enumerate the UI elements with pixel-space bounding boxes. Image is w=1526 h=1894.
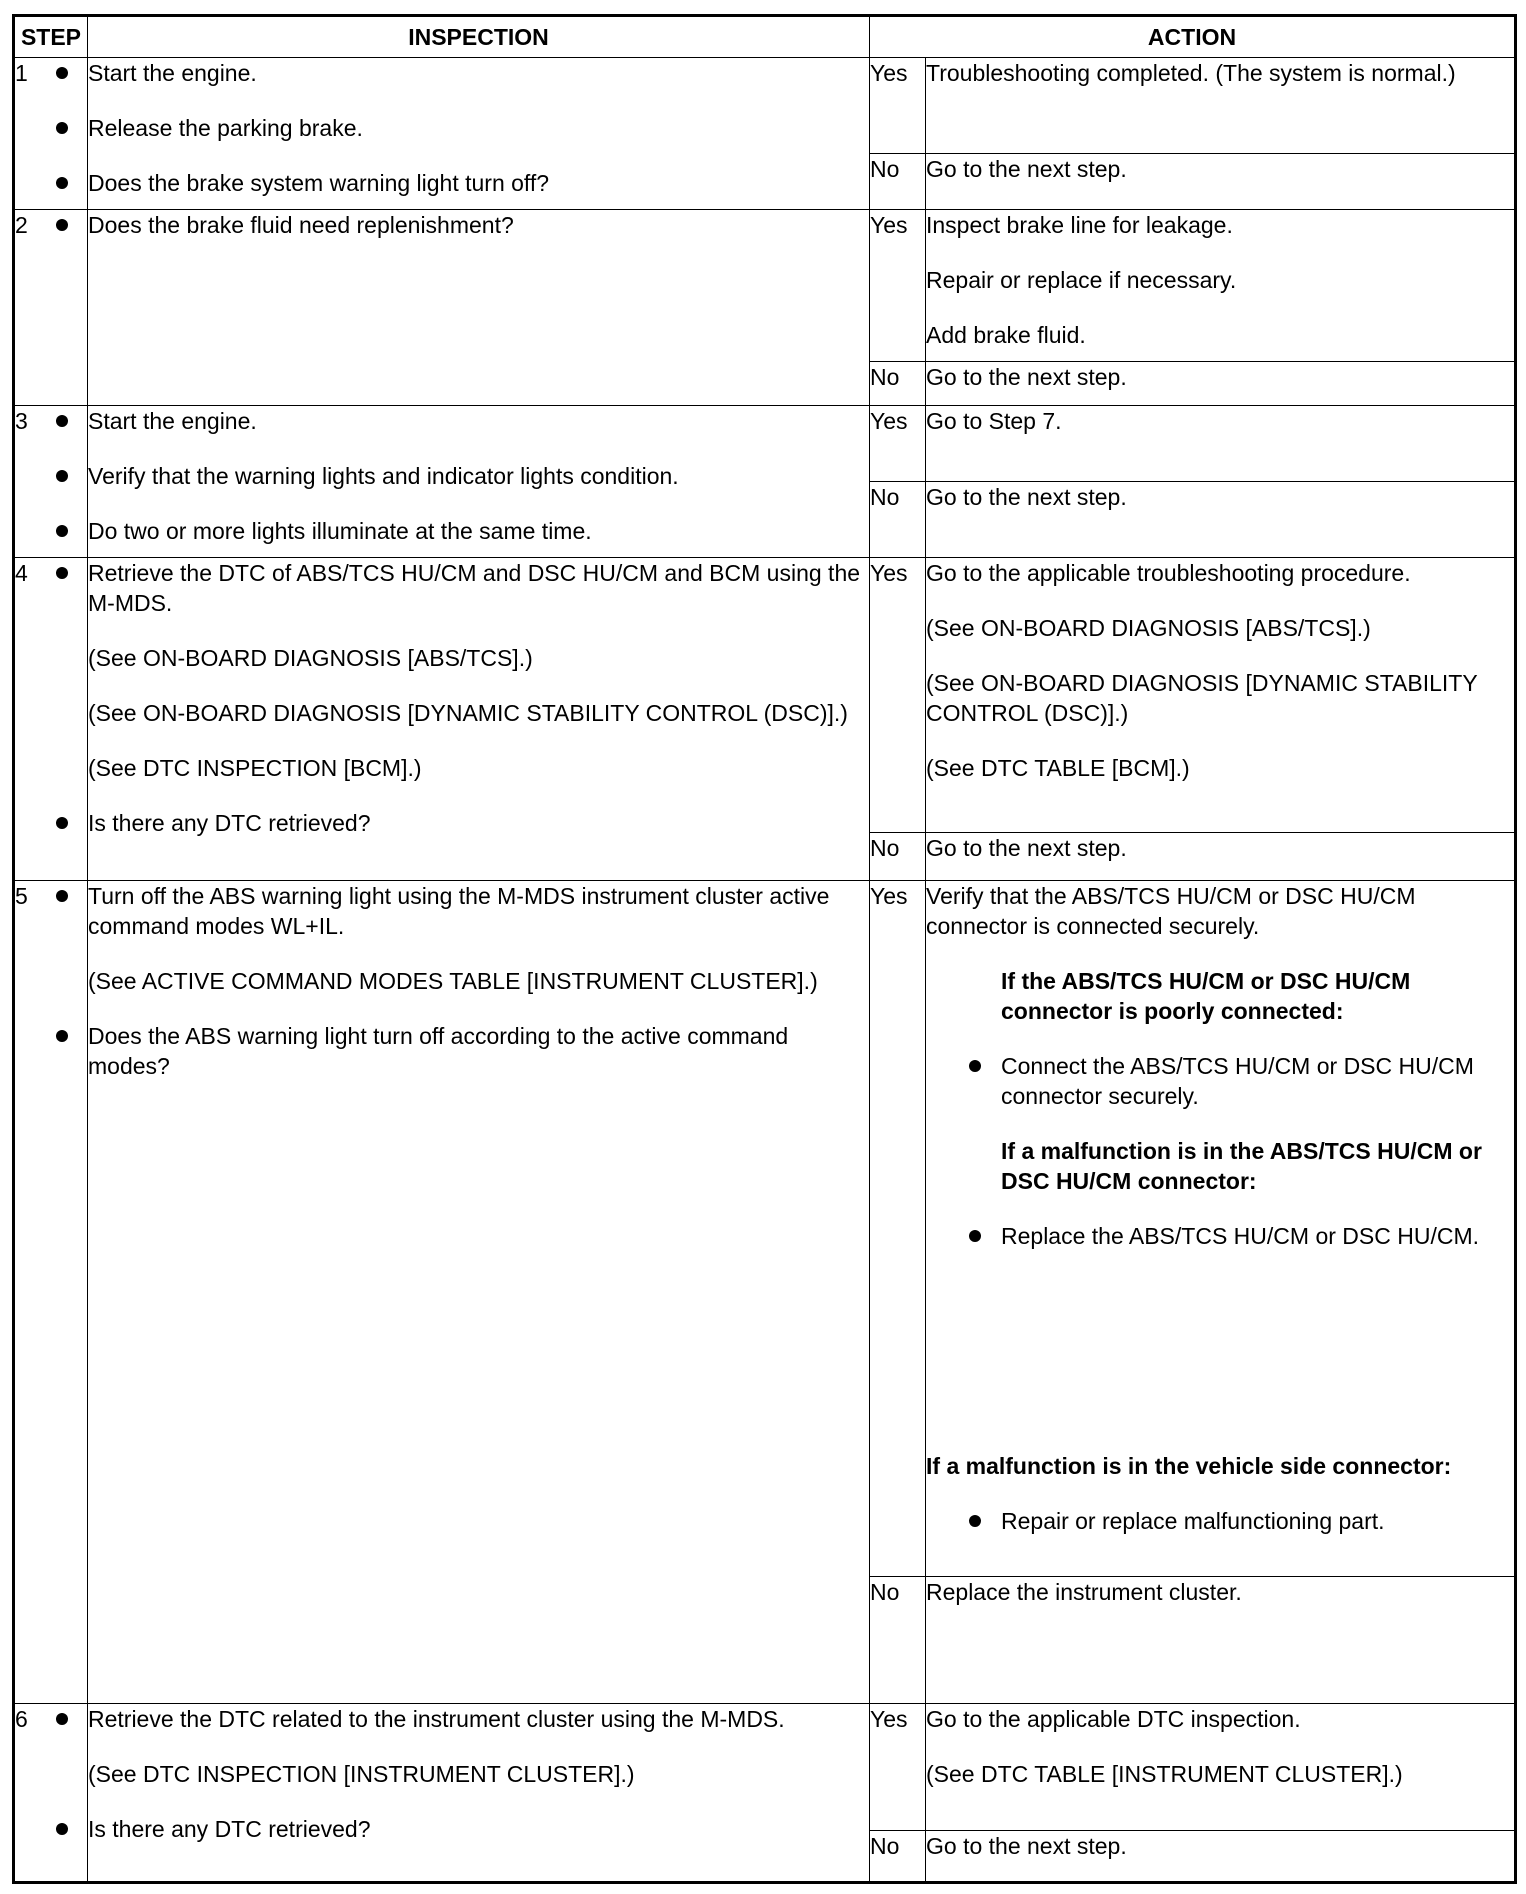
action-text: Go to the next step. (926, 1833, 1127, 1859)
inspection-item: Release the parking brake. (88, 113, 869, 143)
inspection-reference: (See DTC INSPECTION [BCM].) (88, 755, 422, 781)
no-label: No (870, 154, 926, 210)
condition-heading: If a malfunction is in the ABS/TCS HU/CM or DSC HU/CM connector: (1001, 1138, 1482, 1194)
yes-label: Yes (870, 558, 926, 833)
step-6-yes-row (14, 1704, 1516, 1831)
inspection-item: Do two or more lights illuminate at the same time. (88, 516, 869, 546)
step-2-yes-row (14, 210, 1516, 362)
inspection-item: Retrieve the DTC related to the instrument cluster using the M-MDS. (88, 1704, 869, 1734)
no-label: No (870, 362, 926, 406)
yes-label: Yes (870, 210, 926, 362)
action-text: (See DTC TABLE [INSTRUMENT CLUSTER].) (926, 1761, 1403, 1787)
action-item: Connect the ABS/TCS HU/CM or DSC HU/CM connector securely. (1001, 1051, 1514, 1111)
step-number: 1 (14, 58, 88, 210)
action-text: Verify that the ABS/TCS HU/CM or DSC HU/CM connector is connected securely. (926, 883, 1416, 939)
inspection-reference: (See ON-BOARD DIAGNOSIS [DYNAMIC STABILITY CONTROL (DSC)].) (88, 700, 848, 726)
step-1-yes-row (14, 58, 1516, 154)
action-text: (See ON-BOARD DIAGNOSIS [ABS/TCS].) (926, 615, 1371, 641)
action-cell (926, 362, 1516, 406)
action-cell (926, 1704, 1516, 1831)
no-label: No (870, 482, 926, 558)
action-item: Repair or replace malfunctioning part. (1001, 1506, 1514, 1536)
action-cell (926, 1577, 1516, 1704)
action-text: Replace the instrument cluster. (926, 1579, 1242, 1605)
action-cell (926, 1831, 1516, 1883)
action-text: Troubleshooting completed. (The system is normal.) (926, 60, 1456, 86)
action-cell (926, 210, 1516, 362)
action-text: Go to the next step. (926, 835, 1127, 861)
action-text: Go to the next step. (926, 156, 1127, 182)
step-number: 3 (14, 406, 88, 558)
action-text: Repair or replace if necessary. (926, 267, 1237, 293)
yes-label: Yes (870, 881, 926, 1577)
inspection-item: Does the brake system warning light turn off? (88, 168, 869, 198)
inspection-cell (88, 881, 870, 1704)
inspection-cell (88, 406, 870, 558)
inspection-reference: (See ACTIVE COMMAND MODES TABLE [INSTRUMENT CLUSTER].) (88, 968, 818, 994)
inspection-item: Does the ABS warning light turn off according to the active command modes? (88, 1021, 869, 1081)
spacer (926, 1276, 1514, 1451)
step-4-yes-row (14, 558, 1516, 833)
inspection-reference: (See ON-BOARD DIAGNOSIS [ABS/TCS].) (88, 645, 533, 671)
action-cell (926, 558, 1516, 833)
troubleshooting-table (12, 14, 1517, 1884)
action-text: (See ON-BOARD DIAGNOSIS [DYNAMIC STABILITY CONTROL (DSC)].) (926, 670, 1478, 726)
inspection-item: Start the engine. (88, 406, 869, 436)
inspection-cell (88, 558, 870, 881)
inspection-item: Retrieve the DTC of ABS/TCS HU/CM and DSC HU/CM and BCM using the M-MDS. (88, 558, 869, 618)
action-cell (926, 154, 1516, 210)
inspection-item: Start the engine. (88, 58, 869, 88)
action-text: Inspect brake line for leakage. (926, 212, 1233, 238)
action-text: Go to the next step. (926, 364, 1127, 390)
condition-heading: If a malfunction is in the vehicle side connector: (926, 1453, 1452, 1479)
step-header: STEP (14, 16, 88, 58)
no-label: No (870, 1577, 926, 1704)
yes-label: Yes (870, 406, 926, 482)
action-text: Go to the next step. (926, 484, 1127, 510)
no-label: No (870, 833, 926, 881)
yes-label: Yes (870, 1704, 926, 1831)
action-cell (926, 482, 1516, 558)
no-label: No (870, 1831, 926, 1883)
yes-label: Yes (870, 58, 926, 154)
inspection-item: Verify that the warning lights and indicator lights condition. (88, 461, 869, 491)
action-cell (926, 881, 1516, 1577)
inspection-item: Is there any DTC retrieved? (88, 1814, 869, 1844)
step-3-yes-row (14, 406, 1516, 482)
action-cell (926, 58, 1516, 154)
action-text: Go to Step 7. (926, 408, 1062, 434)
inspection-cell (88, 58, 870, 210)
action-text: (See DTC TABLE [BCM].) (926, 755, 1190, 781)
action-header: ACTION (870, 16, 1516, 58)
inspection-item: Is there any DTC retrieved? (88, 808, 869, 838)
step-5-yes-row (14, 881, 1516, 1577)
action-text: Add brake fluid. (926, 322, 1086, 348)
inspection-header: INSPECTION (88, 16, 870, 58)
step-number: 2 (14, 210, 88, 406)
inspection-cell (88, 1704, 870, 1883)
header-row (14, 16, 1516, 58)
inspection-item: Does the brake fluid need replenishment? (88, 210, 869, 240)
action-cell (926, 406, 1516, 482)
step-number: 6 (14, 1704, 88, 1883)
step-number: 4 (14, 558, 88, 881)
action-text: Go to the applicable troubleshooting procedure. (926, 560, 1411, 586)
condition-heading: If the ABS/TCS HU/CM or DSC HU/CM connector is poorly connected: (1001, 968, 1411, 1024)
inspection-item: Turn off the ABS warning light using the M-MDS instrument cluster active command modes WL+IL. (88, 881, 869, 941)
inspection-cell (88, 210, 870, 406)
step-number: 5 (14, 881, 88, 1704)
action-cell (926, 833, 1516, 881)
inspection-reference: (See DTC INSPECTION [INSTRUMENT CLUSTER].) (88, 1761, 635, 1787)
action-text: Go to the applicable DTC inspection. (926, 1706, 1301, 1732)
action-item: Replace the ABS/TCS HU/CM or DSC HU/CM. (1001, 1221, 1514, 1251)
